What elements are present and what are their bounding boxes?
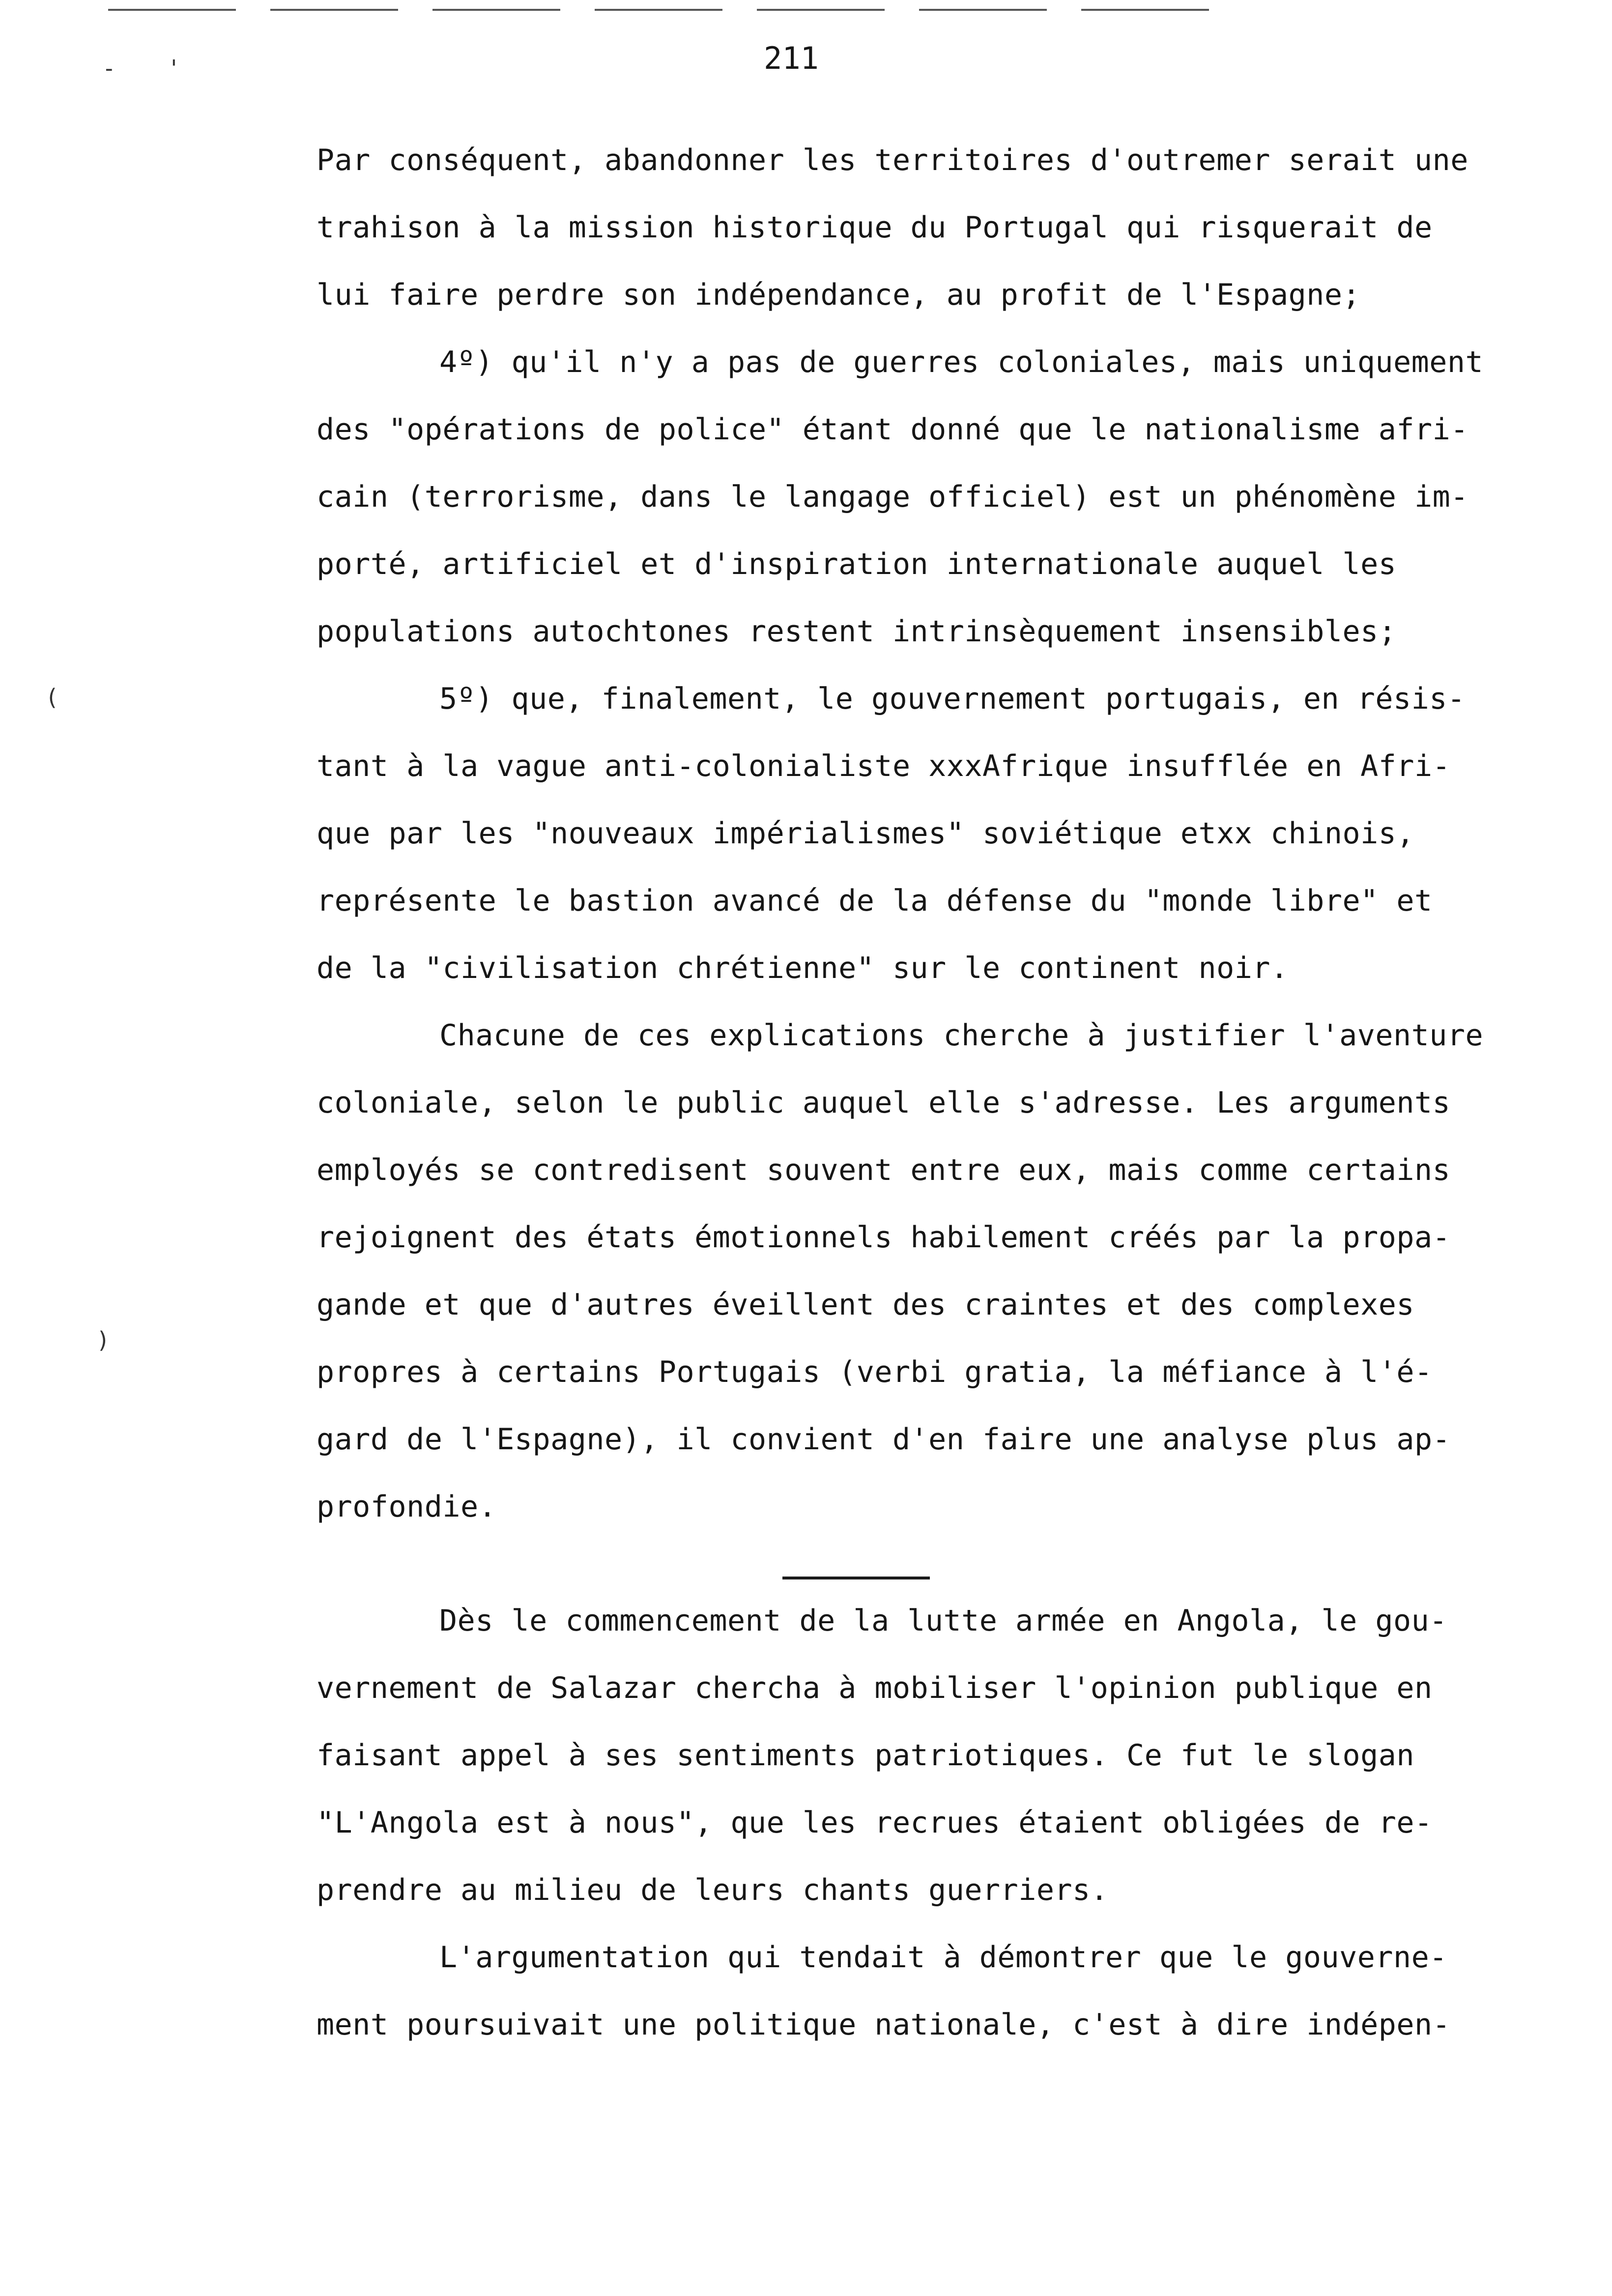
text-line: 5º) que, finalement, le gouvernement portugais, en résis-	[439, 682, 1466, 716]
top-rule	[108, 9, 1238, 11]
text-line: 4º) qu'il n'y a pas de guerres coloniales, mais uniquement	[439, 345, 1484, 379]
margin-mark: '	[167, 55, 181, 82]
text-line: tant à la vague anti-colonialiste xxxAfrique insufflée en Afri-	[317, 749, 1451, 783]
text-line: trahison à la mission historique du Portugal qui risquerait de	[317, 210, 1433, 245]
text-line: prendre au milieu de leurs chants guerriers.	[317, 1873, 1109, 1907]
text-line: représente le bastion avancé de la défense du "monde libre" et	[317, 884, 1433, 918]
text-line: "L'Angola est à nous", que les recrues étaient obligées de re-	[317, 1806, 1433, 1840]
margin-mark: )	[96, 1327, 110, 1353]
text-line: vernement de Salazar chercha à mobiliser l'opinion publique en	[317, 1671, 1433, 1705]
text-line: ment poursuivait une politique nationale, c'est à dire indépen-	[317, 2008, 1451, 2042]
text-line: cain (terrorisme, dans le langage officiel) est un phénomène im-	[317, 480, 1468, 514]
text-line: profondie.	[317, 1490, 497, 1524]
text-line: que par les "nouveaux impérialismes" soviétique etxx chinois,	[317, 816, 1415, 851]
paragraph-block	[317, 1587, 1604, 2059]
text-line: porté, artificiel et d'inspiration internationale auquel les	[317, 547, 1397, 581]
page-number: 211	[764, 40, 819, 76]
text-line: propres à certains Portugais (verbi gratia, la méfiance à l'é-	[317, 1355, 1433, 1389]
text-line: lui faire perdre son indépendance, au profit de l'Espagne;	[317, 278, 1361, 312]
text-line: gande et que d'autres éveillent des craintes et des complexes	[317, 1288, 1415, 1322]
text-line: rejoignent des états émotionnels habilement créés par la propa-	[317, 1220, 1451, 1255]
section-separator	[782, 1577, 930, 1579]
text-line: coloniale, selon le public auquel elle s'adresse. Les arguments	[317, 1086, 1451, 1120]
margin-mark: -	[102, 55, 116, 82]
text-line: Par conséquent, abandonner les territoires d'outremer serait une	[317, 143, 1468, 177]
text-line: des "opérations de police" étant donné que le nationalisme afri-	[317, 412, 1468, 447]
text-line: Dès le commencement de la lutte armée en Angola, le gou-	[439, 1604, 1447, 1638]
text-line: L'argumentation qui tendait à démontrer que le gouverne-	[439, 1940, 1447, 1975]
text-line: populations autochtones restent intrinsèquement insensibles;	[317, 614, 1397, 649]
text-line: faisant appel à ses sentiments patriotiques. Ce fut le slogan	[317, 1738, 1415, 1773]
text-line: gard de l'Espagne), il convient d'en faire une analyse plus ap-	[317, 1422, 1451, 1457]
text-line: Chacune de ces explications cherche à justifier l'aventure	[439, 1018, 1484, 1053]
text-line: employés se contredisent souvent entre eux, mais comme certains	[317, 1153, 1451, 1187]
text-line: de la "civilisation chrétienne" sur le continent noir.	[317, 951, 1289, 985]
paragraph-block	[317, 127, 1604, 1541]
margin-mark: (	[45, 684, 59, 711]
